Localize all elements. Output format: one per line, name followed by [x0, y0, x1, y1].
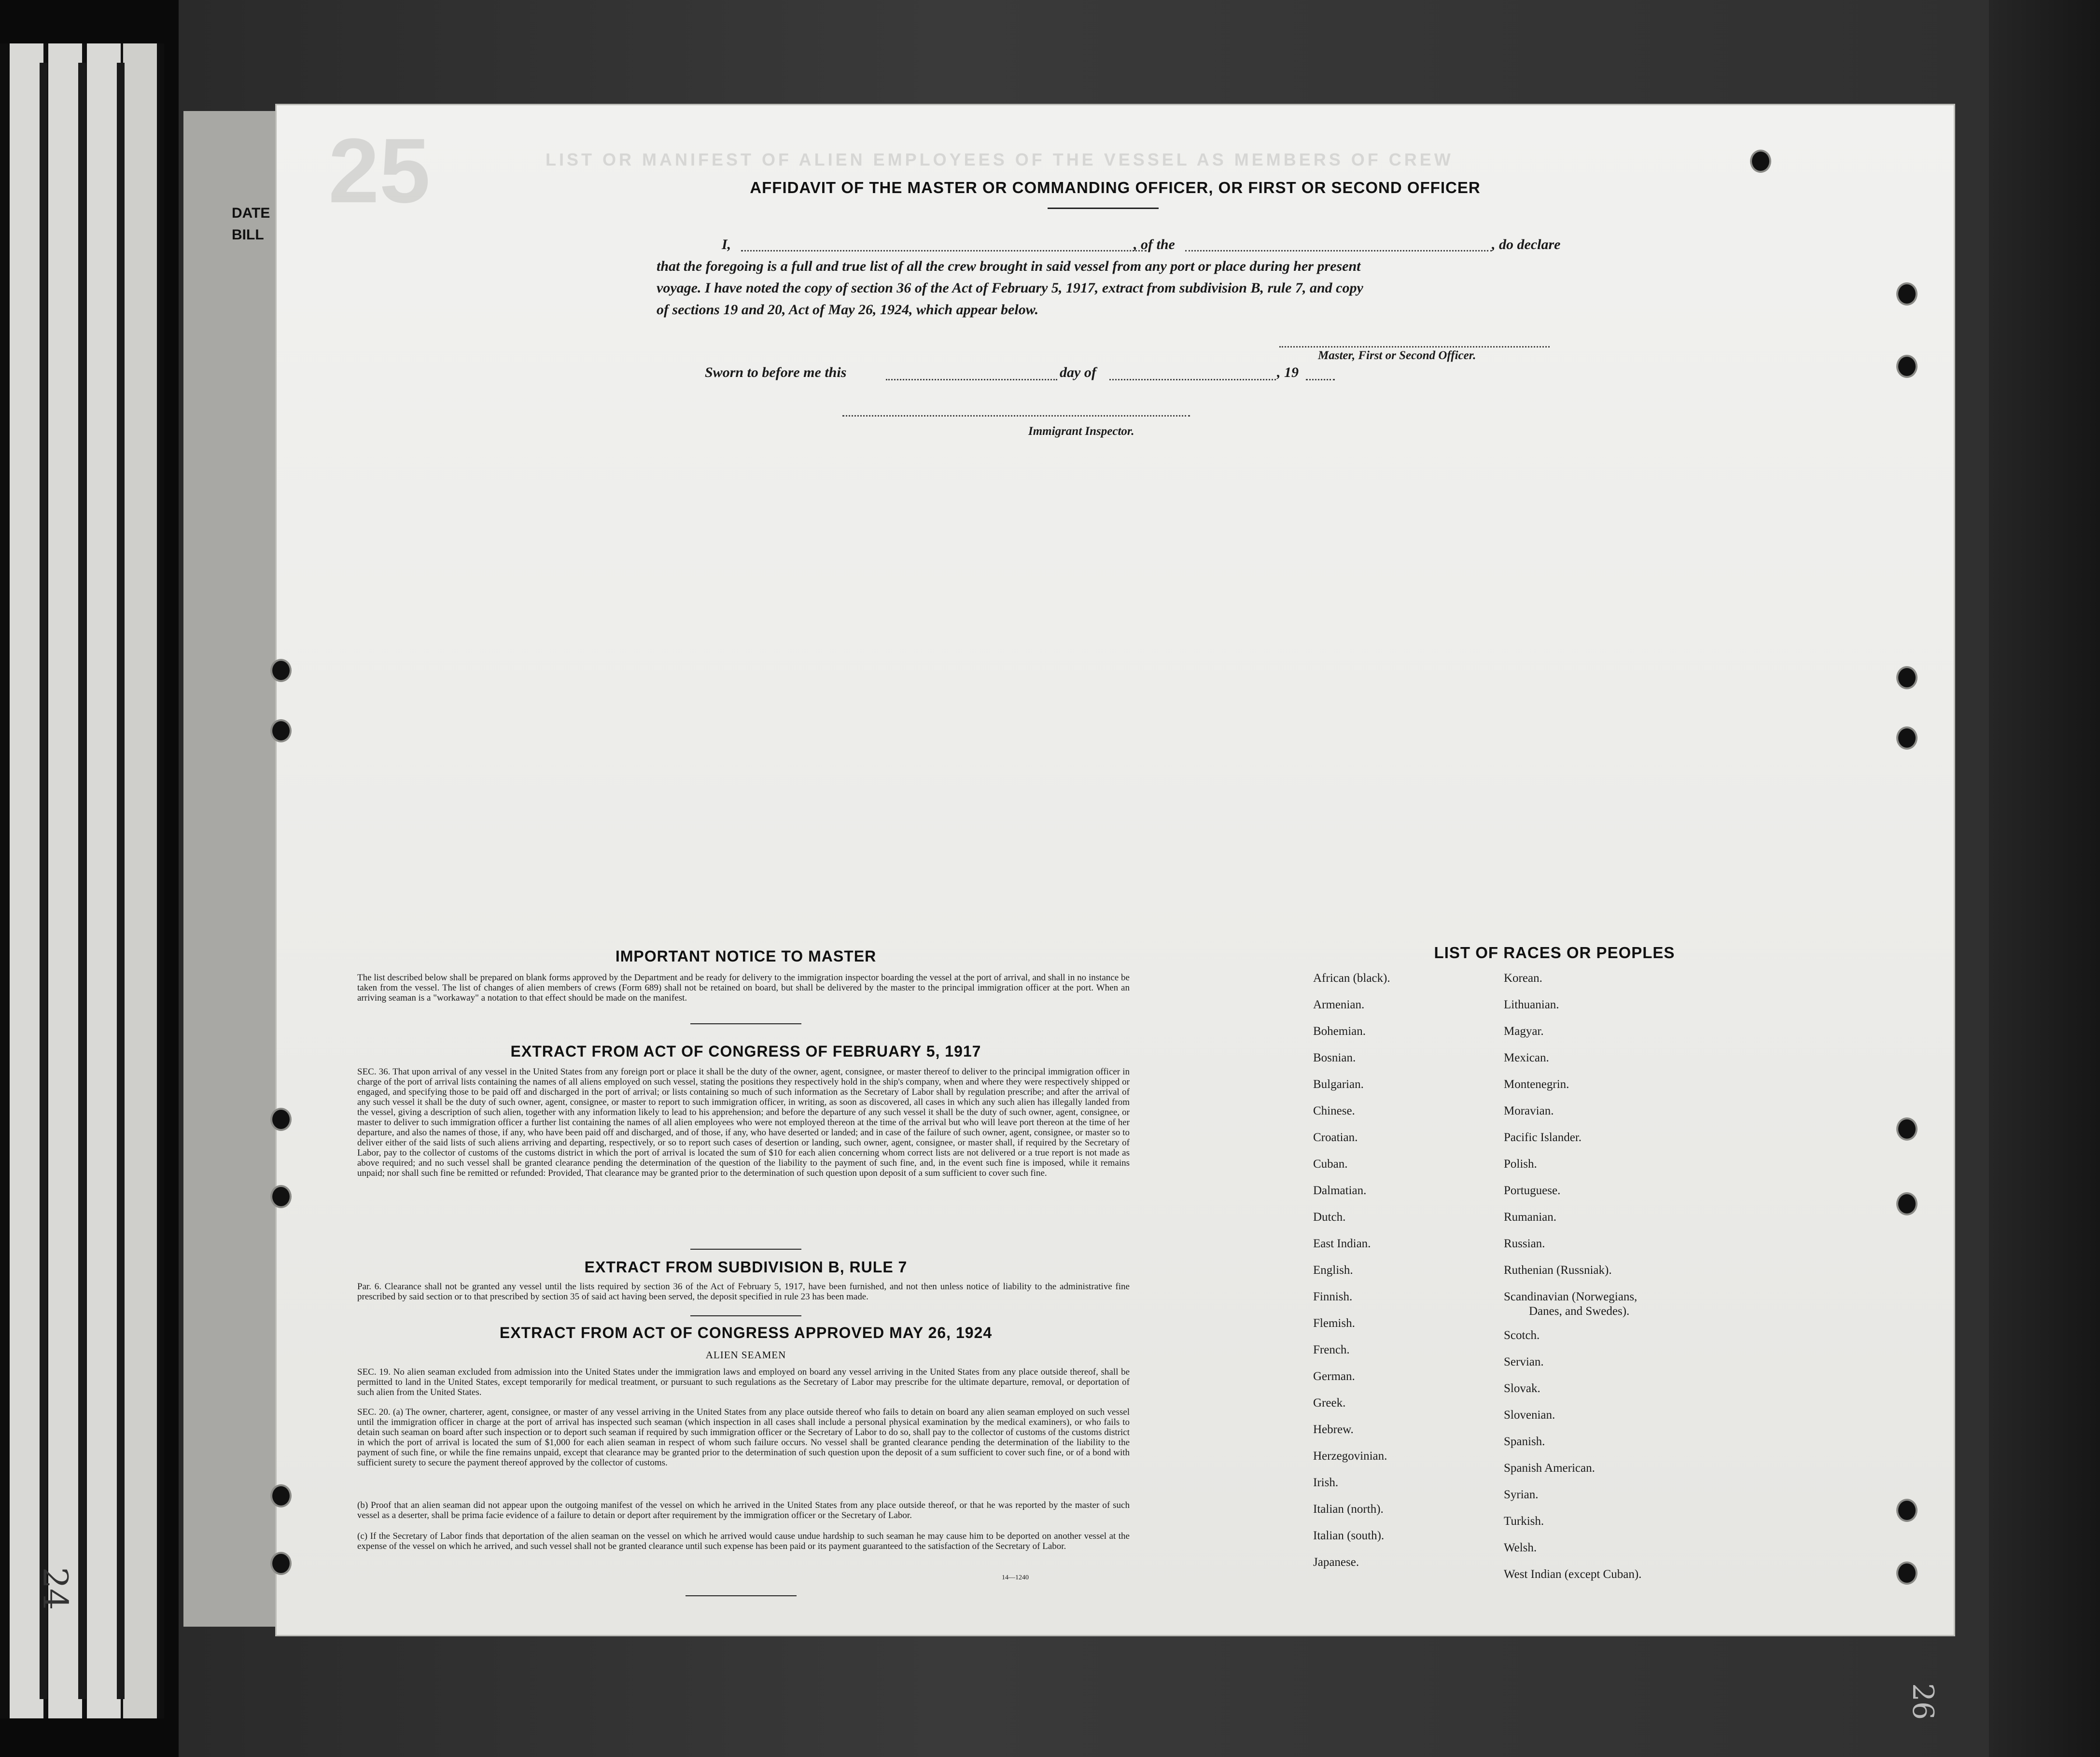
race-item: Scandinavian (Norwegians,: [1504, 1290, 1638, 1303]
race-item: Servian.: [1504, 1355, 1544, 1368]
master-signature-blank[interactable]: [1279, 346, 1550, 348]
race-item: Moravian.: [1504, 1104, 1554, 1117]
affidavit-line-2: that the foregoing is a full and true list of all the crew brought in said vessel from any port or place during her present: [657, 258, 1361, 274]
race-item: Chinese.: [1313, 1104, 1355, 1117]
notice-body: The list described below shall be prepared on blank forms approved by the Department and be ready for delivery to the immigration inspector boarding the vessel at the port of arrival, and shall in no instance be taken from the vessel. The list of changes of alien members of crews (Form 689) shall not be retained on board, but shall be delivered by the master to the principal immigration officer at the port. When an arriving seaman is a "workaway" a notation to that effect should be made on the manifest.: [357, 973, 1130, 1003]
scanner-board-right: [1989, 0, 2100, 1757]
punch-hole: [1896, 1499, 1918, 1522]
sworn-year-blank[interactable]: [1306, 379, 1335, 380]
stack-edge: [117, 63, 125, 1699]
race-item: Syrian.: [1504, 1488, 1539, 1501]
extract-1917-body: SEC. 36. That upon arrival of any vessel in the United States from any foreign port or place it shall be the duty of the owner, agent, consignee, or master thereof to deliver to the principal immigration officer in charge of the port of arrival lists containing the names of all aliens employed on such vessel, stating the positions they respectively hold in the ship's company, when and where they were respectively shipped or engaged, and specifying those to be paid off and discharged in the port of arrival; or lists containing so much of such information as the Secretary of Labor shall by regulation prescribe; and after the arrival of any such vessel it shall be the duty of such owner, agent, consignee, or master to report to such immigration officer, in writing, as soon as discovered, all cases in which any such alien has illegally landed from the vessel, giving a description of such alien, together with any information likely to lead to his apprehension; and before the departure of any such vessel it shall be the duty of such owner, agent, consignee, or master to deliver to such immigration officer a further list containing the names of all alien employees who were not employed thereon at the time of the arrival but who will leave port thereon at the time of her departure, and also the names of those, if any, who have been paid off and discharged, and of those, if any, who have deserted or landed; and in case of the failure of such owner, agent, consignee, or master so to deliver either of the said lists of such aliens arriving and departing, respectively, or so to report such cases of desertion or landing, such owner, agent, consignee, or master shall, if required by the Secretary of Labor, pay to the collector of customs of the customs district in which the port of arrival is located the sum of $10 for each alien concerning whom correct lists are not delivered or a true report is not made as above required; and no such vessel shall be granted clearance pending the determination of the question of the liability to the payment of such fine, and, in the event such fine is imposed, while it remains unpaid; nor shall such fine be remitted or refunded: Provided, That clearance may be granted prior to the determination of such question upon deposit of a sum sufficient to cover such fine.: [357, 1067, 1130, 1178]
sworn-day-blank[interactable]: [886, 379, 1057, 380]
inspector-label: Immigrant Inspector.: [1028, 425, 1134, 438]
race-item: Flemish.: [1313, 1317, 1355, 1330]
punch-hole: [1750, 150, 1771, 173]
section-rule: [690, 1249, 801, 1250]
manifest-page: [275, 104, 1955, 1636]
alien-seamen-subtitle: ALIEN SEAMEN: [705, 1349, 786, 1361]
vessel-blank[interactable]: [1185, 250, 1492, 251]
race-item: Croatian.: [1313, 1131, 1358, 1144]
paper-stack: [0, 43, 164, 1718]
races-right-column: [1504, 972, 1803, 1581]
race-item: Mexican.: [1504, 1051, 1549, 1064]
race-item: Italian (south).: [1313, 1529, 1385, 1542]
underlying-bill-label: BILL: [232, 227, 264, 243]
affidavit-line-4: of sections 19 and 20, Act of May 26, 1924, which appear below.: [657, 302, 1039, 318]
section-19-text: SEC. 19. No alien seaman excluded from admission into the United States under the immigration laws and employed on board any vessel arriving in the United States from any place outside thereof, shall be permitted to land in the United States, except temporarily for medical treatment, or pursuant to such regulations as the Secretary of Labor may prescribe for the ultimate departure, removal, or deportation of such alien from the United States.: [357, 1367, 1130, 1397]
inspector-signature-blank[interactable]: [842, 415, 1190, 417]
race-item: Japanese.: [1313, 1556, 1359, 1569]
section-rule: [686, 1595, 797, 1596]
extract-1917-title: EXTRACT FROM ACT OF CONGRESS OF FEBRUARY 5, 1917: [510, 1043, 981, 1060]
races-left-column: [1313, 972, 1516, 1575]
punch-hole: [270, 1484, 292, 1507]
race-item: French.: [1313, 1343, 1350, 1356]
race-item: Greek.: [1313, 1396, 1346, 1409]
race-item: Finnish.: [1313, 1290, 1353, 1303]
section-20b-text: (b) Proof that an alien seaman did not appear upon the outgoing manifest of the vessel on which he arrived in the United States from any place outside thereof, or that he was reported by the master of such vessel as a deserter, shall be prima facie evidence of a failure to detain or deport after requirement by the immigration officer or the Secretary of Labor.: [357, 1500, 1130, 1520]
title-rule: [1048, 208, 1159, 209]
race-item: Bohemian.: [1313, 1025, 1366, 1038]
day-of-label: day of: [1060, 364, 1096, 380]
stack-sheet: [123, 43, 160, 1718]
punch-hole: [1896, 355, 1918, 378]
name-blank[interactable]: [741, 250, 1147, 251]
extract-rule7-title: EXTRACT FROM SUBDIVISION B, RULE 7: [584, 1258, 908, 1276]
punch-hole: [1896, 282, 1918, 306]
race-item: Bulgarian.: [1313, 1078, 1364, 1091]
affidavit-line-3: voyage. I have noted the copy of section 36 of the Act of February 5, 1917, extract from subdivision B, rule 7, and copy: [657, 280, 1363, 296]
race-item: Polish.: [1504, 1157, 1537, 1171]
race-item: Korean.: [1504, 972, 1542, 985]
race-item: Pacific Islander.: [1504, 1131, 1582, 1144]
year-prefix: , 19: [1277, 364, 1299, 380]
extract-rule7-body: Par. 6. Clearance shall not be granted any vessel until the lists required by section 36 of the Act of February 5, 1917, have been furnished, and not then unless notice of liability to the administrative fine prescribed by said section or to that prescribed by section 35 of said act having been served, the deposit specified in rule 23 has been made.: [357, 1282, 1130, 1302]
race-item: Slovenian.: [1504, 1408, 1555, 1422]
section-20a-text: SEC. 20. (a) The owner, charterer, agent, consignee, or master of any vessel arriving in the United States from any place outside thereof who fails to detain on board any alien seaman employed on such vessel until the immigration officer in charge at the port of arrival has inspected such seaman (which inspection in all cases shall include a personal physical examination by the medical examiners), or who fails to detain such seaman on board after such inspection or to deport such seaman if required by such immigration officer or the Secretary of Labor to do so, shall pay to the collector of customs of the customs district in which the port of arrival is located the sum of $1,000 for each alien seaman in respect of whom such failure occurs. No vessel shall be granted clearance pending the determination of the liability to the payment of such fine, or while the fine remains unpaid, except that clearance may be granted prior to the determination of such question upon the deposit of a sum sufficient to cover such fine, or of a bond with sufficient surety to secure the payment thereof approved by the collector of customs.: [357, 1407, 1130, 1468]
race-item: Herzegovinian.: [1313, 1450, 1387, 1463]
punch-hole: [270, 719, 292, 742]
race-item: Irish.: [1313, 1476, 1339, 1489]
race-item: Armenian.: [1313, 998, 1365, 1011]
race-item: German.: [1313, 1370, 1355, 1383]
race-item: Portuguese.: [1504, 1184, 1561, 1197]
punch-hole: [270, 1552, 292, 1575]
section-20c-text: (c) If the Secretary of Labor finds that deportation of the alien seaman on the vessel on which he arrived would cause undue hardship to such seaman he may cause him to be deported on another vessel at the expense of the vessel on which he arrived, and such vessel shall not be granted clearance until such expense has been paid or its payment guaranteed to the satisfaction of the Secretary of Labor.: [357, 1531, 1130, 1551]
section-rule: [690, 1023, 801, 1024]
handwritten-number-right: 26: [1906, 1683, 1940, 1720]
affidavit-of-the: , of the: [1134, 237, 1175, 252]
stack-edge: [78, 63, 86, 1699]
affidavit-i: I,: [722, 237, 731, 252]
race-item-continuation: Danes, and Swedes).: [1529, 1305, 1630, 1318]
ghost-page-number: 25: [328, 120, 431, 222]
punch-hole: [270, 659, 292, 682]
sworn-month-blank[interactable]: [1109, 379, 1276, 380]
race-item: African (black).: [1313, 972, 1390, 985]
race-item: Bosnian.: [1313, 1051, 1356, 1064]
race-item: Scotch.: [1504, 1329, 1540, 1342]
race-item: Spanish American.: [1504, 1462, 1595, 1475]
punch-hole: [1896, 666, 1918, 689]
punch-hole: [1896, 726, 1918, 750]
stack-edge: [40, 63, 47, 1699]
punch-hole: [1896, 1192, 1918, 1215]
race-item: Welsh.: [1504, 1541, 1537, 1554]
punch-hole: [1896, 1562, 1918, 1585]
form-number: 14—1240: [1002, 1574, 1029, 1581]
race-item: Dalmatian.: [1313, 1184, 1367, 1197]
extract-1924-title: EXTRACT FROM ACT OF CONGRESS APPROVED MAY 26, 1924: [499, 1324, 993, 1341]
race-item: Italian (north).: [1313, 1503, 1384, 1516]
master-label: Master, First or Second Officer.: [1318, 349, 1476, 362]
race-item: Slovak.: [1504, 1382, 1540, 1395]
race-item: Montenegrin.: [1504, 1078, 1569, 1091]
punch-hole: [1896, 1117, 1918, 1141]
ghost-title: LIST OR MANIFEST OF ALIEN EMPLOYEES OF THE VESSEL AS MEMBERS OF CREW: [546, 150, 1454, 169]
race-item: Dutch.: [1313, 1211, 1346, 1224]
punch-hole: [270, 1185, 292, 1208]
race-item: West Indian (except Cuban).: [1504, 1568, 1642, 1581]
races-title: LIST OF RACES OR PEOPLES: [1434, 944, 1675, 962]
race-item: East Indian.: [1313, 1237, 1371, 1250]
race-item: Spanish.: [1504, 1435, 1545, 1448]
race-item: Ruthenian (Russniak).: [1504, 1264, 1612, 1277]
race-item: Magyar.: [1504, 1025, 1544, 1038]
affidavit-do-declare: , do declare: [1492, 237, 1561, 252]
section-rule: [690, 1315, 801, 1316]
race-item: Cuban.: [1313, 1157, 1348, 1171]
punch-hole: [270, 1108, 292, 1131]
race-item: Lithuanian.: [1504, 998, 1559, 1011]
sworn-label: Sworn to before me this: [705, 364, 847, 380]
notice-title: IMPORTANT NOTICE TO MASTER: [615, 948, 877, 965]
race-item: Russian.: [1504, 1237, 1545, 1250]
handwritten-number-left: 24: [35, 1567, 75, 1610]
race-item: Turkish.: [1504, 1515, 1544, 1528]
race-item: Hebrew.: [1313, 1423, 1354, 1436]
underlying-date-label: DATE: [232, 205, 270, 221]
race-item: English.: [1313, 1264, 1353, 1277]
affidavit-title: AFFIDAVIT OF THE MASTER OR COMMANDING OFFICER, OR FIRST OR SECOND OFFICER: [750, 179, 1481, 196]
race-item: Rumanian.: [1504, 1211, 1557, 1224]
